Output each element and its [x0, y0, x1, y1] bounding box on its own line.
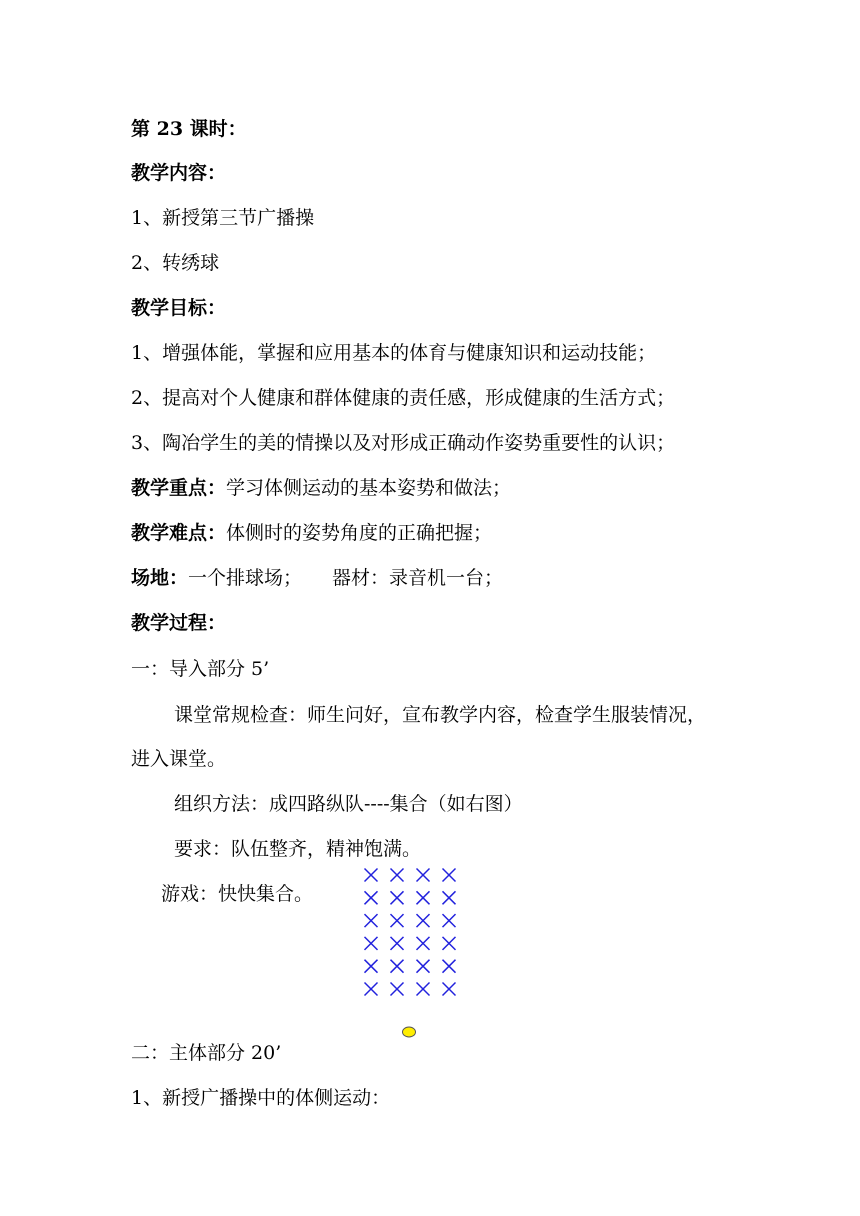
formation-diagram [360, 864, 464, 1002]
student-cross-icon [391, 937, 404, 950]
part1-routine-line1: 课堂常规检查：师生问好，宣布教学内容，检查学生服装情况， [174, 704, 707, 726]
lesson-title: 第 23 课时： [131, 118, 247, 140]
part2-item-1: 1、新授广播操中的体侧运动： [131, 1087, 391, 1109]
key-point-label: 教学重点： [131, 477, 227, 499]
key-point [131, 476, 511, 500]
objective-1: 1、增强体能，掌握和应用基本的体育与健康知识和运动技能； [131, 342, 657, 364]
student-cross-icon [391, 914, 404, 927]
student-cross-icon [443, 891, 456, 904]
difficulty-text: 体侧时的姿势角度的正确把握； [226, 522, 493, 544]
student-cross-icon [365, 983, 378, 996]
student-cross-icon [365, 914, 378, 927]
student-cross-icon [417, 960, 430, 973]
content-item-2: 2、转绣球 [131, 252, 220, 274]
objective-3: 3、陶冶学生的美的情操以及对形成正确动作姿势重要性的认识； [131, 432, 676, 454]
student-cross-icon [417, 891, 430, 904]
part1-requirement: 要求：队伍整齐，精神饱满。 [174, 838, 422, 860]
student-cross-icon [443, 914, 456, 927]
student-cross-icon [443, 960, 456, 973]
student-cross-icon [417, 983, 430, 996]
student-cross-icon [365, 937, 378, 950]
part1-game: 游戏：快快集合。 [161, 883, 314, 905]
student-cross-icon [417, 937, 430, 950]
part1-organization: 组织方法：成四路纵队----集合（如右图） [174, 793, 523, 815]
student-cross-icon [391, 960, 404, 973]
content-item-1: 1、新授第三节广播操 [131, 207, 315, 229]
student-cross-icon [417, 869, 430, 882]
difficulty [131, 521, 492, 545]
venue-equipment [131, 566, 503, 590]
teacher-marker-ellipse [403, 1027, 416, 1037]
key-point-text: 学习体侧运动的基本姿势和做法； [226, 477, 512, 499]
equipment-text: 器材：录音机一台； [332, 567, 504, 589]
objectives-heading: 教学目标： [131, 297, 227, 319]
student-cross-icon [391, 891, 404, 904]
student-cross-icon [443, 937, 456, 950]
venue-text: 一个排球场； [188, 567, 303, 589]
content-heading: 教学内容： [131, 162, 227, 184]
part1-heading: 一：导入部分 5’ [131, 658, 270, 680]
objective-2: 2、提高对个人健康和群体健康的责任感，形成健康的生活方式； [131, 387, 676, 409]
venue-label: 场地： [131, 567, 189, 589]
student-cross-icon [365, 960, 378, 973]
student-cross-icon [365, 869, 378, 882]
student-cross-icon [391, 869, 404, 882]
student-cross-icon [391, 983, 404, 996]
student-cross-icon [443, 983, 456, 996]
part2-heading: 二：主体部分 20’ [131, 1042, 282, 1064]
process-heading: 教学过程： [131, 612, 227, 634]
student-cross-icon [365, 891, 378, 904]
teacher-marker [401, 1026, 417, 1038]
difficulty-label: 教学难点： [131, 522, 227, 544]
part1-routine-line2: 进入课堂。 [131, 748, 227, 770]
student-cross-icon [417, 914, 430, 927]
student-cross-icon [443, 869, 456, 882]
